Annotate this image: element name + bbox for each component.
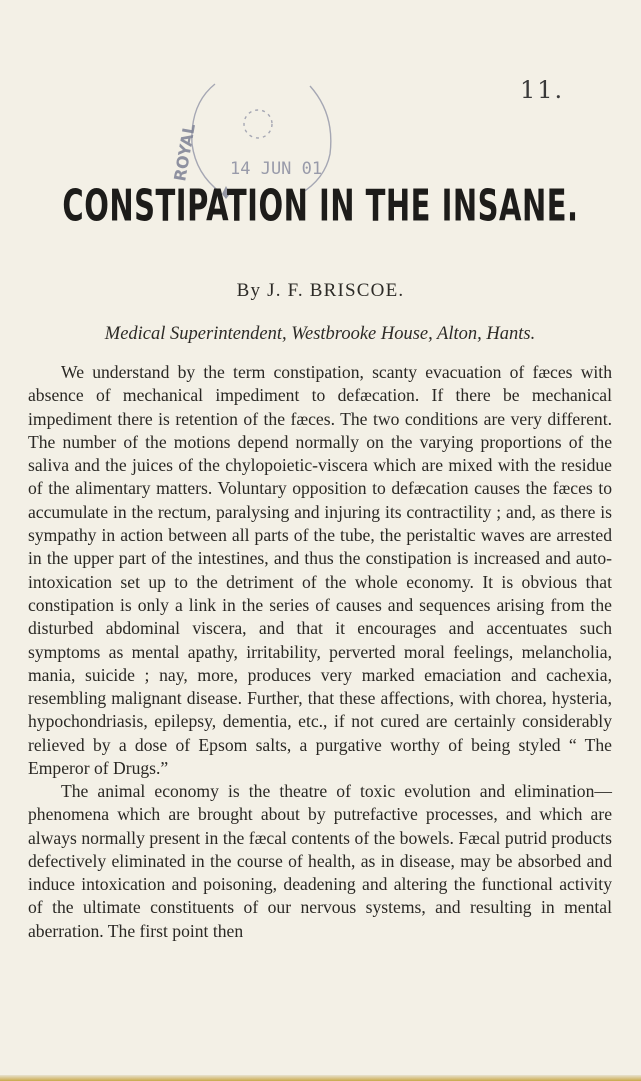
svg-text:ROYAL: ROYAL [170,122,200,183]
author-byline: By J. F. BRISCOE. [236,280,405,301]
author-affiliation: Medical Superintendent, Westbrooke House, Alton, Hants. [104,324,536,344]
stamp-date: 14 JUN 01 [230,159,323,179]
article-title: CONSTIPATION IN THE INSANE. [62,180,579,231]
page-edge [0,1075,641,1081]
body-paragraph-1: We understand by the term constipation, scanty evacuation of fæces with absence of mechanical impediment to defæcation. If there be mechanical impediment there is retention of the fæces. The two conditions are very different. The number of the motions depend normally on the varying proportions of the saliva and the juices of the chylopoietic-viscera which are mixed with the residue of the alimentary matters. Voluntary opposition to defæcation causes the fæces to accumulate in the rectum, paralysing and injuring its contractility ; and, as there is sympathy in action between all parts of the tube, the peristaltic waves are arrested in the upper part of the intestines, and thus the constipation is increased and auto-intoxication set up to the detriment of the whole economy. It is obvious that constipation is only a link in the series of causes and sequences arising from the disturbed abdominal viscera, and that it encourages and accentuates such symptoms as mental apathy, irritability, perverted moral feelings, melancholia, mania, suicide ; nay, more, produces very marked emaciation and cachexia, resembling malignant disease. Further, that these affections, with chorea, hysteria, hypochondriasis, epilepsy, dementia, etc., if not cured are certainly considerably relieved by a dose of Epsom salts, a purgative worthy of being styled “ The Emperor of Drugs.” [28,362,612,779]
body-paragraph-2: The animal economy is the theatre of toxic evolution and elimination—phenomena which are brought about by putrefactive processes, and which are always normally present in the fæcal contents of the bowels. Fæcal putrid products defectively eliminated in the course of health, as in disease, may be absorbed and induce intoxication and poisoning, deadening and altering the functional activity of the ultimate constituents of our nervous systems, and resulting in mental aberration. The first point then [28,781,612,941]
handwritten-annotation: 11. [520,76,565,104]
